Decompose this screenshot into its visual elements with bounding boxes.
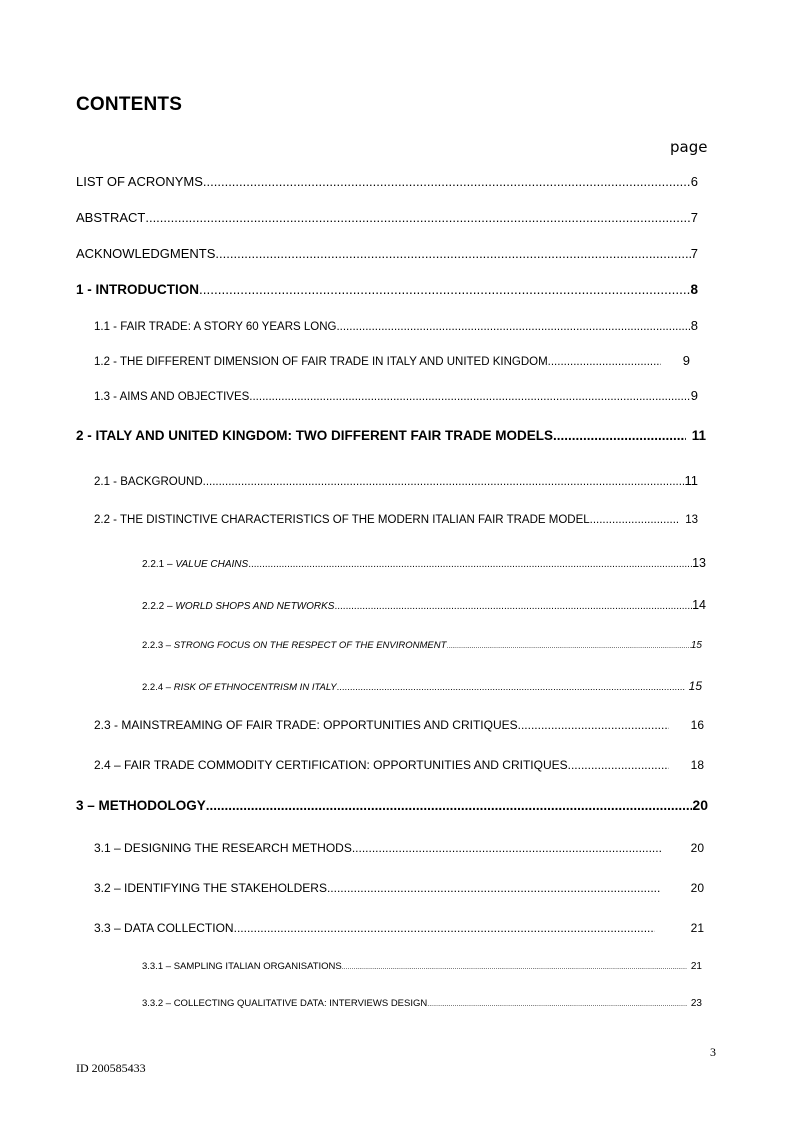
page-column-label: page [670,138,708,156]
dot-leader [336,321,690,333]
dot-leader [215,246,690,261]
toc-entry-title: 3.2 – IDENTIFYING THE STAKEHOLDERS [94,881,327,895]
toc-entry-title: 2.4 – FAIR TRADE COMMODITY CERTIFICATION: OPPORTUNITIES AND CRITIQUES [94,758,568,772]
toc-entry-title [142,559,248,570]
toc-entry-3-2[interactable] [94,881,704,895]
dot-leader [334,601,692,612]
toc-entry-2-1[interactable] [94,473,698,488]
toc-entry-page: 23 [690,998,702,1009]
toc-entry-3-3-2[interactable] [142,998,702,1009]
dot-leader [590,514,680,526]
toc-entry-page: 11 [684,473,698,488]
dot-leader [248,559,692,570]
toc-entry-page: 16 [690,718,704,732]
toc-entry-page: 9 [682,353,690,368]
dot-leader [342,964,687,971]
toc-entry-page: 8 [690,282,698,297]
toc-entry-page: 15 [690,640,702,651]
page-number: 3 [710,1045,716,1059]
dot-leader [337,682,685,693]
toc-entry-3-3-1[interactable] [142,961,702,972]
toc-entry-page: 8 [690,318,698,333]
toc-entry-2-2-4[interactable] [142,679,702,693]
toc-entry-title: 1 - INTRODUCTION [76,282,199,297]
toc-entry-title: 2 - ITALY AND UNITED KINGDOM: TWO DIFFERENT FAIR TRADE MODELS [76,428,553,443]
dot-leader [145,210,690,225]
dot-leader [446,643,690,650]
toc-entry-3-3[interactable] [94,921,704,935]
toc-entry-title: 2.2 - THE DISTINCTIVE CHARACTERISTICS OF THE MODERN ITALIAN FAIR TRADE MODEL [94,514,590,526]
toc-entry-title: LIST OF ACRONYMS [76,174,203,189]
toc-entry-abstract[interactable] [76,210,698,225]
toc-entry-title: 2.3 - MAINSTREAMING OF FAIR TRADE: OPPORTUNITIES AND CRITIQUES [94,718,518,732]
dot-leader [548,356,661,368]
toc-entry-page: 7 [690,246,698,261]
dot-leader [206,798,693,813]
toc-entry-page: 20 [692,797,708,813]
toc-entry-title: 3.3 – DATA COLLECTION [94,921,234,935]
dot-leader [203,476,685,488]
dot-leader [553,428,686,443]
toc-entry-methodology[interactable] [76,797,708,813]
dot-leader [234,921,655,935]
toc-entry-title: 2.1 - BACKGROUND [94,476,203,488]
dot-leader [199,282,690,297]
toc-entry-2-2[interactable] [94,514,698,526]
dot-leader [327,881,661,895]
toc-entry-title: 3.1 – DESIGNING THE RESEARCH METHODS [94,841,352,855]
dot-leader [427,1001,687,1008]
toc-entry-page: 13 [685,514,698,526]
toc-entry-title [142,601,334,612]
toc-entry-chapter-2[interactable] [76,428,706,443]
toc-entry-page: 13 [692,556,706,570]
toc-entry-number: 2.2.4 – [142,682,172,693]
toc-entry-1-1[interactable] [94,318,698,333]
toc-entry-subtitle: VALUE CHAINS [175,559,249,570]
toc-entry-1-2[interactable] [94,353,690,368]
dot-leader [249,391,690,403]
toc-entry-title: 1.3 - AIMS AND OBJECTIVES [94,391,250,403]
toc-entry-2-4[interactable] [94,758,704,772]
toc-entry-page: 20 [690,841,704,855]
toc-entry-subtitle: RISK OF ETHNOCENTRISM IN ITALY [173,682,337,693]
toc-entry-page: 18 [690,758,704,772]
toc-entry-page: 15 [688,679,702,693]
toc-entry-page: 14 [692,598,706,612]
toc-entry-page: 6 [690,174,698,189]
toc-entry-introduction[interactable] [76,282,698,297]
toc-entry-number: 2.2.1 – [142,559,173,570]
toc-entry-2-2-2[interactable] [142,598,706,612]
dot-leader [518,718,669,732]
toc-entry-2-2-1[interactable] [142,556,706,570]
page-title: CONTENTS [76,94,183,115]
toc-entry-2-3[interactable] [94,718,704,732]
toc-entry-page: 7 [690,210,698,225]
toc-entry-acknowledgments[interactable] [76,246,698,261]
toc-entry-3-1[interactable] [94,841,704,855]
dot-leader [352,841,661,855]
toc-entry-page: 21 [690,961,702,972]
toc-entry-title: 3.3.2 – COLLECTING QUALITATIVE DATA: INTERVIEWS DESIGN [142,998,428,1009]
toc-entry-page: 20 [690,881,704,895]
toc-entry-page: 11 [691,428,706,443]
dot-leader [568,758,669,772]
toc-entry-title: 3 – METHODOLOGY [76,798,206,813]
toc-entry-1-3[interactable] [94,388,698,403]
toc-entry-list-of-acronyms[interactable] [76,174,698,189]
toc-entry-subtitle: WORLD SHOPS AND NETWORKS [175,601,335,612]
toc-entry-page: 9 [690,388,698,403]
toc-entry-title [142,682,337,693]
toc-entry-title: ACKNOWLEDGMENTS [76,246,216,261]
document-id: ID 200585433 [76,1061,146,1075]
toc-entry-title [142,640,446,651]
dot-leader [203,174,691,189]
toc-entry-subtitle: STRONG FOCUS ON THE RESPECT OF THE ENVIRONMENT [173,640,447,651]
toc-entry-page: 21 [690,921,704,935]
toc-entry-title: ABSTRACT [76,210,146,225]
toc-entry-number: 2.2.3 – [142,640,172,651]
toc-entry-title: 1.2 - THE DIFFERENT DIMENSION OF FAIR TRADE IN ITALY AND UNITED KINGDOM [94,356,548,368]
toc-entry-title: 1.1 - FAIR TRADE: A STORY 60 YEARS LONG [94,321,337,333]
toc-entry-number: 2.2.2 – [142,601,173,612]
toc-entry-title: 3.3.1 – SAMPLING ITALIAN ORGANISATIONS [142,961,342,972]
toc-entry-2-2-3[interactable] [142,640,702,651]
